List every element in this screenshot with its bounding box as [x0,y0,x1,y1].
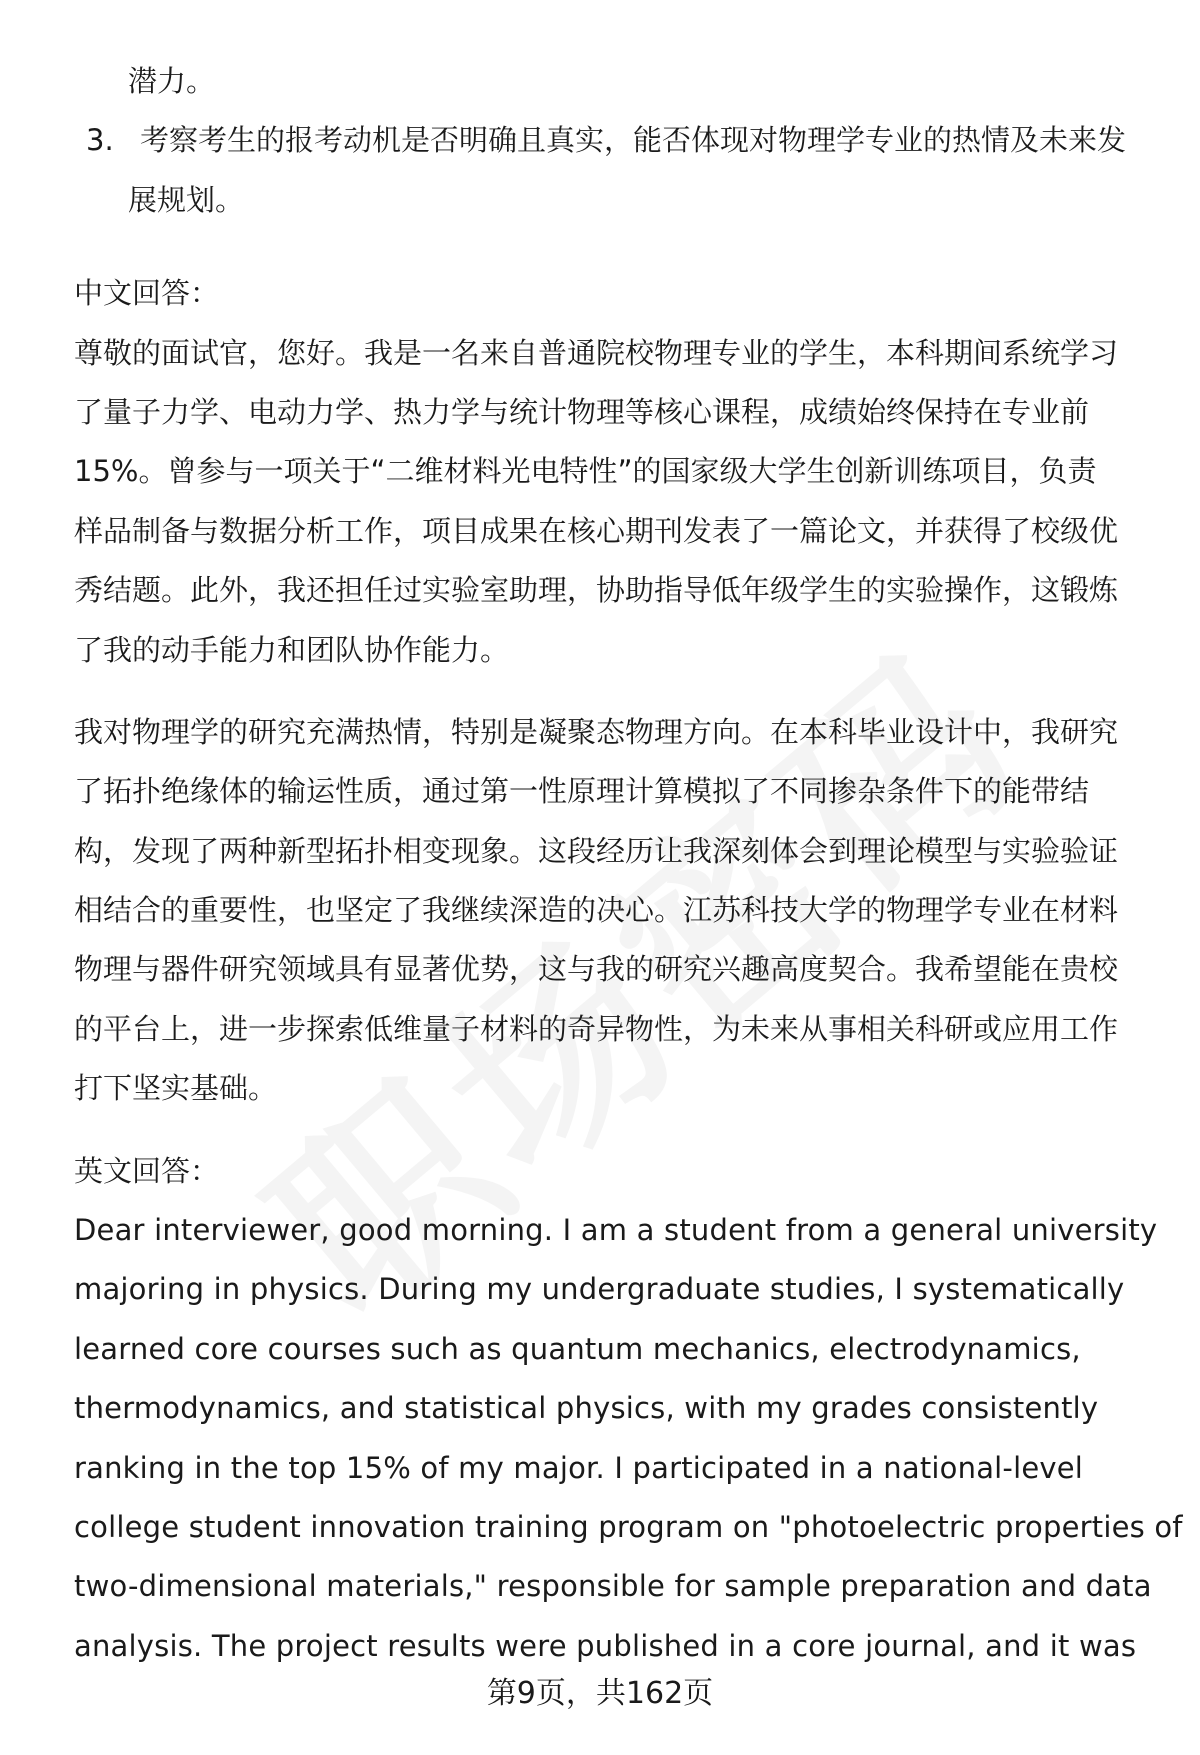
paragraph-line: analysis. The project results were published in a core journal, and it was [74,1628,1137,1663]
paragraph-line: 了拓扑绝缘体的输运性质，通过第一性原理计算模拟了不同掺杂条件下的能带结 [74,774,1090,809]
paragraph-line: thermodynamics, and statistical physics, with my grades consistently [74,1391,1099,1426]
paragraph-line: 了我的动手能力和团队协作能力。 [74,632,510,667]
paragraph-line: two-dimensional materials," responsible for sample preparation and data [74,1569,1152,1604]
chinese-answer-paragraph-2 [74,703,1154,1119]
paragraph-line: 物理与器件研究领域具有显著优势，这与我的研究兴趣高度契合。我希望能在贵校 [74,952,1119,987]
paragraph-line: 了量子力学、电动力学、热力学与统计物理等核心课程，成绩始终保持在专业前 [74,394,1090,429]
paragraph-line: 相结合的重要性，也坚定了我继续深造的决心。江苏科技大学的物理学专业在材料 [74,893,1119,928]
paragraph-line: learned core courses such as quantum mechanics, electrodynamics, [74,1331,1081,1366]
paragraph-line: 15%。曾参与一项关于“二维材料光电特性”的国家级大学生创新训练项目，负责 [74,454,1097,489]
list-item-text: 考察考生的报考动机是否明确且真实，能否体现对物理学专业的热情及未来发 [140,123,1127,158]
paragraph-line: 样品制备与数据分析工作，项目成果在核心期刊发表了一篇论文，并获得了校级优 [74,513,1119,548]
paragraph-line: 打下坚实基础。 [74,1071,278,1106]
chinese-answer-label: 中文回答： [74,276,220,311]
paragraph-line: college student innovation training program on "photoelectric properties of [74,1509,1183,1544]
paragraph-line: Dear interviewer, good morning. I am a student from a general university [74,1213,1158,1248]
english-answer-paragraph [74,1201,1183,1676]
list-item-3 [74,111,1154,170]
paragraph-line: majoring in physics. During my undergraduate studies, I systematically [74,1272,1125,1307]
page-number-footer: 第9页，共162页 [486,1676,714,1711]
chinese-answer-paragraph-1 [74,324,1154,680]
paragraph-line: 尊敬的面试官，您好。我是一名来自普通院校物理专业的学生，本科期间系统学习 [74,335,1119,370]
paragraph-line: 我对物理学的研究充满热情，特别是凝聚态物理方向。在本科毕业设计中，我研究 [74,714,1119,749]
paragraph-line: 的平台上，进一步探索低维量子材料的奇异物性，为未来从事相关科研或应用工作 [74,1011,1119,1046]
english-answer-label: 英文回答： [74,1153,220,1188]
list-item-continuation: 潜力。 [128,64,216,98]
paragraph-line: ranking in the top 15% of my major. I participated in a national-level [74,1450,1084,1485]
paragraph-line: 构，发现了两种新型拓扑相变现象。这段经历让我深刻体会到理论模型与实验验证 [74,833,1119,868]
document-content [74,52,1183,1676]
paragraph-line: 秀结题。此外，我还担任过实验室助理，协助指导低年级学生的实验操作，这锻炼 [74,573,1119,608]
list-item-number: 3. [86,123,114,158]
list-item-3-line2: 展规划。 [128,182,245,217]
